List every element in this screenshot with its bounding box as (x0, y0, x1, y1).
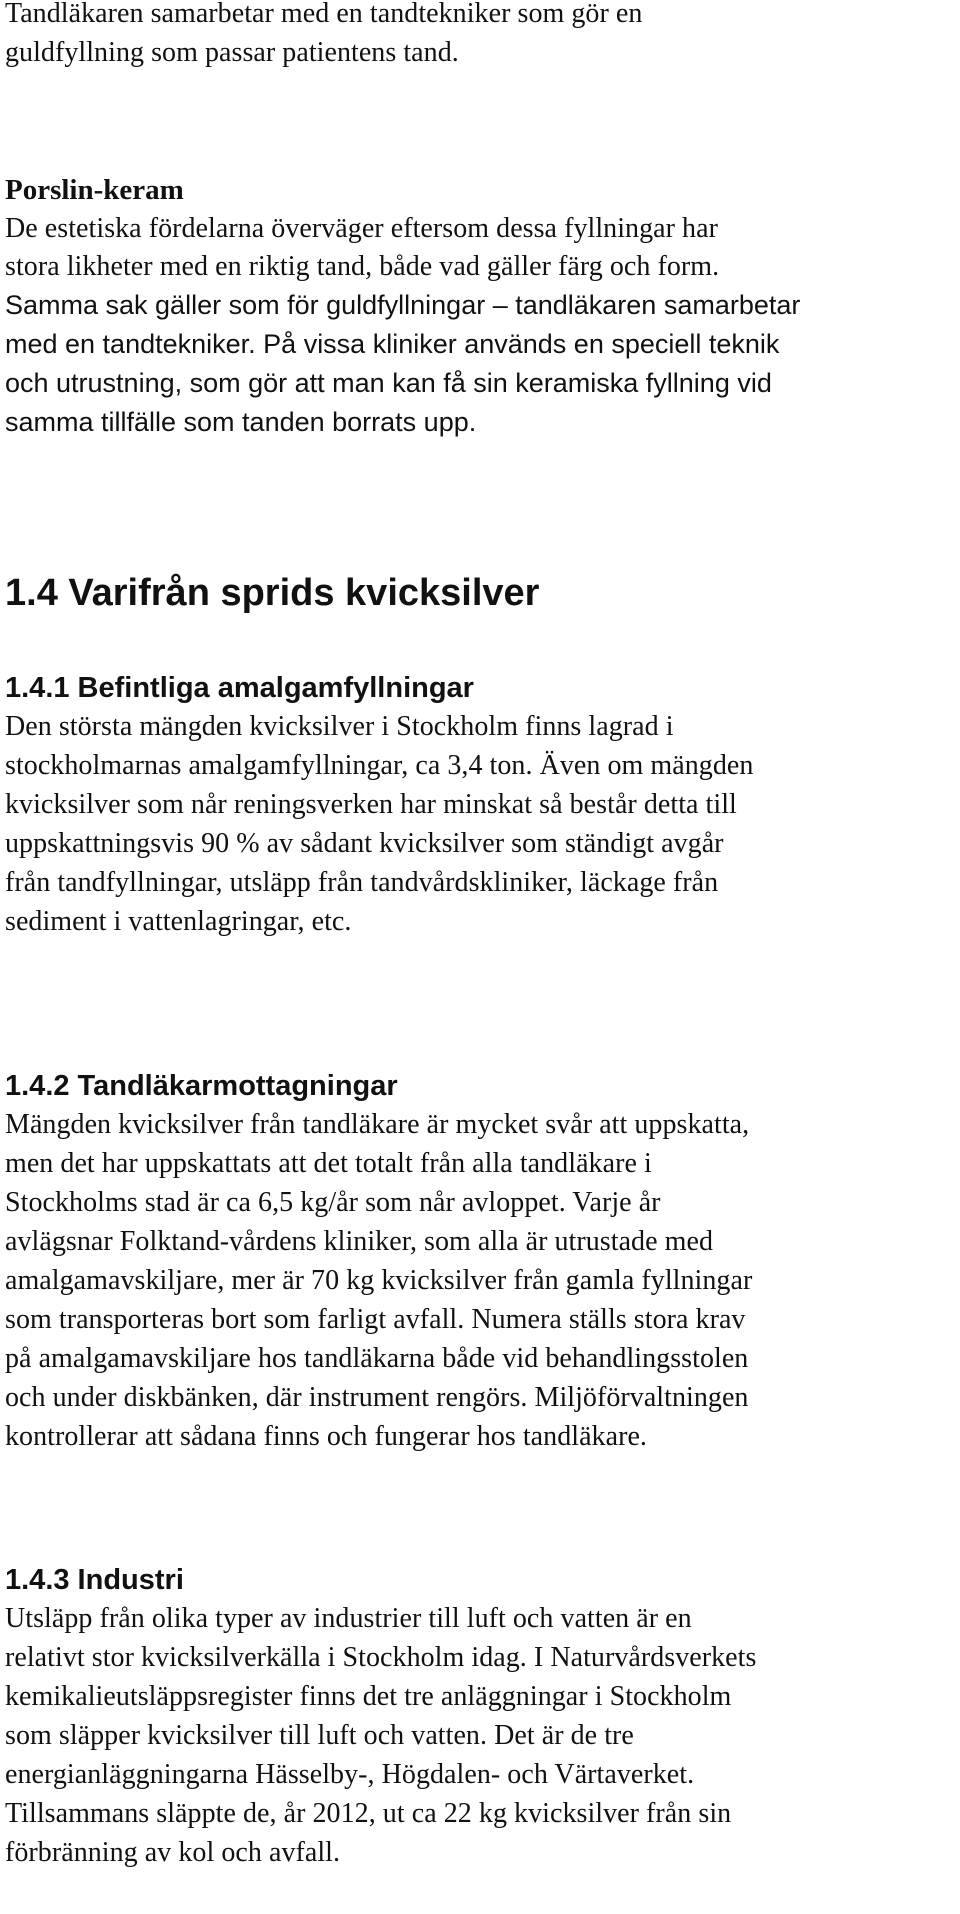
porslin-section (5, 171, 955, 442)
section-heading: Porslin-keram (5, 174, 184, 206)
text-line: samma tillfälle som tanden borrats upp. (5, 407, 477, 437)
text-line: De estetiska fördelarna överväger eftersom dessa fyllningar har (5, 213, 718, 244)
section-1-4-heading: 1.4 Varifrån sprids kvicksilver (5, 572, 540, 614)
text-line: kvicksilver som når reningsverken har minskat så består detta till (5, 789, 737, 820)
text-line: amalgamavskiljare, mer är 70 kg kvicksilver från gamla fyllningar (5, 1265, 753, 1296)
text-line: stockholmarnas amalgamfyllningar, ca 3,4 ton. Även om mängden (5, 750, 754, 781)
text-line: Samma sak gäller som för guldfyllningar – tandläkaren samarbetar (5, 290, 801, 320)
text-line: och under diskbänken, där instrument rengörs. Miljöförvaltningen (5, 1382, 749, 1413)
subsection-heading: 1.4.3 Industri (5, 1564, 184, 1596)
text-line: med en tandtekniker. På vissa kliniker används en speciell teknik (5, 329, 780, 359)
text-line: stora likheter med en riktig tand, både vad gäller färg och form. (5, 251, 720, 282)
text-line: på amalgamavskiljare hos tandläkarna både vid behandlingsstolen (5, 1343, 749, 1374)
section-1-4-3 (5, 1561, 955, 1872)
text-line: Stockholms stad är ca 6,5 kg/år som når avloppet. Varje år (5, 1187, 661, 1218)
text-line: Mängden kvicksilver från tandläkare är mycket svår att uppskatta, (5, 1109, 750, 1140)
text-line: relativt stor kvicksilverkälla i Stockholm idag. I Naturvårdsverkets (5, 1642, 757, 1673)
text-line: sediment i vattenlagringar, etc. (5, 906, 352, 937)
subsection-heading: 1.4.2 Tandläkarmottagningar (5, 1070, 398, 1102)
intro-paragraph (5, 0, 955, 72)
text-line: och utrustning, som gör att man kan få sin keramiska fyllning vid (5, 368, 772, 398)
section-1-4-2 (5, 1067, 955, 1456)
text-line: men det har uppskattats att det totalt från alla tandläkare i (5, 1148, 652, 1179)
text-line: Tillsammans släppte de, år 2012, ut ca 22 kg kvicksilver från sin (5, 1798, 732, 1829)
subsection-heading: 1.4.1 Befintliga amalgamfyllningar (5, 672, 474, 704)
text-line: förbränning av kol och avfall. (5, 1837, 341, 1868)
text-line: kemikalieutsläppsregister finns det tre anläggningar i Stockholm (5, 1681, 732, 1712)
text-line: uppskattningsvis 90 % av sådant kvicksilver som ständigt avgår (5, 828, 724, 859)
text-line: guldfyllning som passar patientens tand. (5, 37, 459, 68)
text-line: som släpper kvicksilver till luft och vatten. Det är de tre (5, 1720, 634, 1751)
text-line: Tandläkaren samarbetar med en tandtekniker som gör en (5, 0, 643, 29)
text-line: från tandfyllningar, utsläpp från tandvårdskliniker, läckage från (5, 867, 719, 898)
text-line: Utsläpp från olika typer av industrier till luft och vatten är en (5, 1603, 692, 1634)
text-line: avlägsnar Folktand-vårdens kliniker, som alla är utrustade med (5, 1226, 713, 1257)
text-line: kontrollerar att sådana finns och fungerar hos tandläkare. (5, 1421, 647, 1452)
text-line: som transporteras bort som farligt avfall. Numera ställs stora krav (5, 1304, 746, 1335)
text-line: energianläggningarna Hässelby-, Högdalen- och Värtaverket. (5, 1759, 695, 1790)
text-line: Den största mängden kvicksilver i Stockholm finns lagrad i (5, 711, 674, 742)
section-1-4-1 (5, 669, 955, 941)
